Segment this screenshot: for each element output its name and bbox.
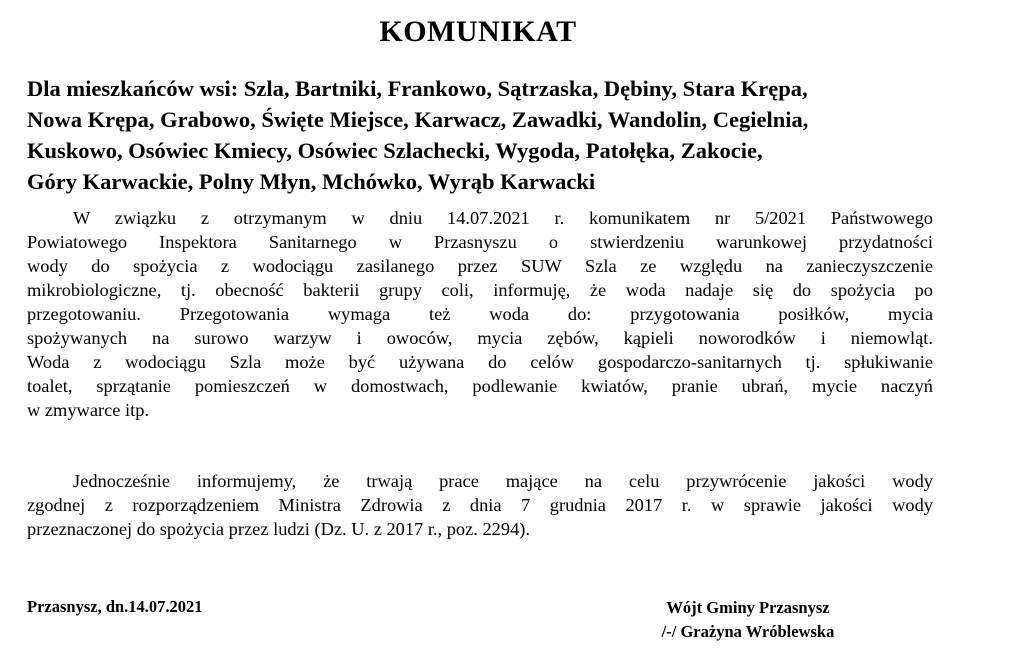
paragraph-line: Jednocześnie informujemy, że trwają prace mające na celu przywrócenie jakości wody: [73, 471, 933, 491]
recipients-line: Góry Karwackie, Polny Młyn, Mchówko, Wyrąb Karwacki: [27, 169, 596, 194]
paragraph-line: przeznaczonej do spożycia przez ludzi (Dz. U. z 2017 r., poz. 2294).: [27, 519, 530, 539]
announcement-title: KOMUNIKAT: [379, 15, 577, 48]
signature-block: [608, 596, 888, 644]
paragraph-line: zgodnej z rozporządzeniem Ministra Zdrowia z dnia 7 grudnia 2017 r. w sprawie jakości wody: [27, 495, 933, 515]
paragraph-line: przegotowaniu. Przegotowania wymaga też woda do: przygotowania posiłków, mycia: [27, 304, 933, 324]
recipients-line: Dla mieszkańców wsi: Szla, Bartniki, Frankowo, Sątrzaska, Dębiny, Stara Krępa,: [27, 76, 808, 101]
paragraph-line: Powiatowego Inspektora Sanitarnego w Przasnyszu o stwierdzeniu warunkowej przydatności: [27, 232, 933, 252]
paragraph-line: Woda z wodociągu Szla może być używana do celów gospodarczo-sanitarnych tj. spłukiwanie: [27, 352, 933, 372]
paragraph-line: mikrobiologiczne, tj. obecność bakterii grupy coli, informuję, że woda nadaje się do spożycia po: [27, 280, 933, 300]
paragraph-line: toalet, sprzątanie pomieszczeń w domostwach, podlewanie kwiatów, pranie ubrań, mycie naczyń: [27, 376, 933, 396]
signatory-name: /-/ Grażyna Wróblewska: [661, 622, 835, 641]
paragraph-line: W związku z otrzymanym w dniu 14.07.2021 r. komunikatem nr 5/2021 Państwowego: [73, 208, 933, 228]
paragraph-water-notice: [27, 206, 933, 422]
paragraph-restoration-notice: [27, 469, 933, 541]
recipients-line: Nowa Krępa, Grabowo, Święte Miejsce, Karwacz, Zawadki, Wandolin, Cegielnia,: [27, 107, 809, 132]
paragraph-line: w zmywarce itp.: [27, 400, 150, 420]
paragraph-line: spożywanych na surowo warzyw i owoców, mycia zębów, kąpieli noworodków i niemowląt.: [27, 328, 933, 348]
recipients-heading: [27, 73, 937, 197]
place-and-date: Przasnysz, dn.14.07.2021: [27, 597, 203, 616]
paragraph-line: wody do spożycia z wodociągu zasilanego przez SUW Szla ze względu na zanieczyszczenie: [27, 256, 933, 276]
signatory-title: Wójt Gminy Przasnysz: [666, 598, 830, 617]
recipients-line: Kuskowo, Osówiec Kmiecy, Osówiec Szlachecki, Wygoda, Patołęka, Zakocie,: [27, 138, 763, 163]
